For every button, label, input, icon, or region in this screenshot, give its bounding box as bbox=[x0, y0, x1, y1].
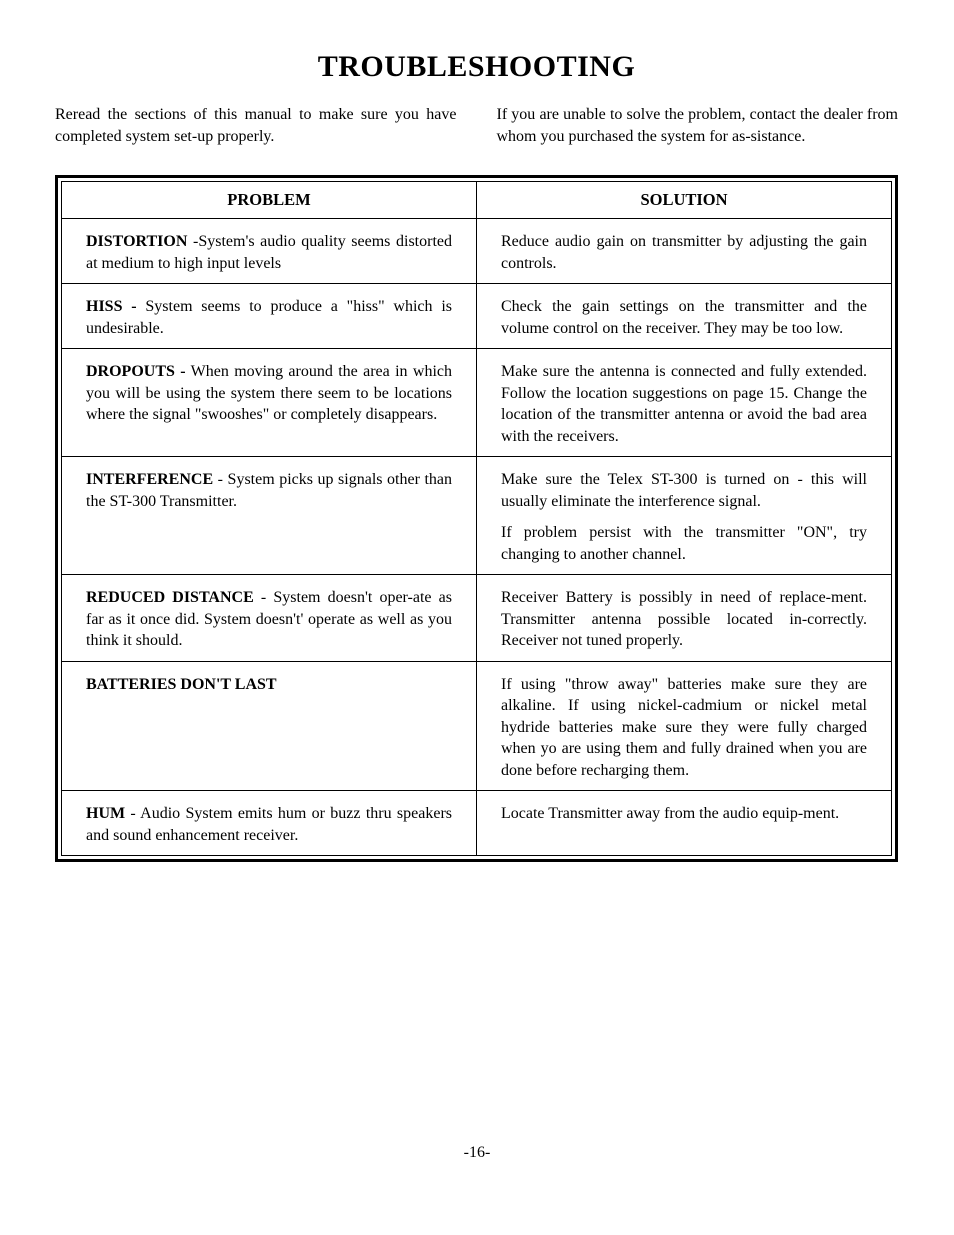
problem-term: HUM bbox=[86, 805, 126, 822]
solution-text: Make sure the Telex ST-300 is turned on - this will usually eliminate the interference signal. bbox=[501, 471, 867, 510]
column-header-problem: PROBLEM bbox=[62, 182, 477, 219]
solution-cell bbox=[477, 575, 892, 662]
problem-cell bbox=[62, 284, 477, 349]
solution-text: Locate Transmitter away from the audio equip-ment. bbox=[501, 805, 840, 822]
table-row bbox=[62, 661, 892, 791]
troubleshooting-table bbox=[61, 181, 892, 856]
table-row bbox=[62, 349, 892, 457]
problem-term: DISTORTION bbox=[86, 233, 188, 250]
problem-cell bbox=[62, 791, 477, 856]
table-row bbox=[62, 284, 892, 349]
problem-cell bbox=[62, 575, 477, 662]
solution-cell bbox=[477, 349, 892, 457]
table-row bbox=[62, 575, 892, 662]
problem-cell bbox=[62, 349, 477, 457]
problem-description: - System picks up signals other than the ST-300 Transmitter. bbox=[86, 471, 452, 510]
problem-description: -System's audio quality seems distorted at medium to high input levels bbox=[86, 233, 452, 272]
problem-term: BATTERIES DON'T LAST bbox=[86, 675, 277, 693]
table-row bbox=[62, 457, 892, 575]
intro-left-paragraph: Reread the sections of this manual to make sure you have completed system set-up properly. bbox=[55, 106, 457, 145]
problem-cell bbox=[62, 219, 477, 284]
solution-text: Check the gain settings on the transmitter and the volume control on the receiver. They may be too low. bbox=[501, 298, 867, 337]
solution-cell bbox=[477, 457, 892, 575]
problem-cell bbox=[62, 457, 477, 575]
problem-term: INTERFERENCE bbox=[86, 471, 214, 488]
solution-text: Reduce audio gain on transmitter by adjusting the gain controls. bbox=[501, 233, 867, 272]
solution-text: Receiver Battery is possibly in need of replace-ment. Transmitter antenna possible located in-correctly. Receiver not tuned properly. bbox=[501, 589, 867, 649]
problem-description: When moving around the area in which you will be using the system there seem to be locations where the signal "swooshes" or completely disappears. bbox=[86, 363, 452, 423]
solution-cell bbox=[477, 219, 892, 284]
intro-right-paragraph: If you are unable to solve the problem, contact the dealer from whom you purchased the system for as-sistance. bbox=[496, 106, 898, 145]
solution-text-2: If problem persist with the transmitter "ON", try changing to another channel. bbox=[501, 524, 867, 563]
problem-term: DROPOUTS - bbox=[86, 363, 186, 380]
intro-section bbox=[55, 104, 898, 147]
table-row bbox=[62, 791, 892, 856]
table-header-row bbox=[62, 182, 892, 219]
problem-term: HISS - bbox=[86, 298, 137, 315]
solution-text: If using "throw away" batteries make sure they are alkaline. If using nickel-cadmium or nickel metal hydride batteries make sure they were fully charged when yo are using them and fully drained when you are done before recharging them. bbox=[501, 675, 867, 779]
page-number: -16- bbox=[463, 1144, 491, 1161]
problem-description: System seems to produce a "hiss" which is undesirable. bbox=[86, 298, 452, 337]
solution-cell bbox=[477, 284, 892, 349]
solution-cell bbox=[477, 661, 892, 791]
solution-text: Make sure the antenna is connected and fully extended. Follow the location suggestions on page 15. Change the location of the transmitter antenna or avoid the bad area with the receivers. bbox=[501, 363, 867, 445]
solution-cell bbox=[477, 791, 892, 856]
page-title: TROUBLESHOOTING bbox=[317, 50, 636, 83]
problem-description: - System doesn't oper-ate as far as it once did. System doesn't' operate as well as you think it should. bbox=[86, 589, 452, 649]
problem-term: REDUCED DISTANCE bbox=[86, 589, 254, 606]
problem-cell bbox=[62, 661, 477, 791]
troubleshooting-table-frame bbox=[55, 175, 898, 862]
table-row bbox=[62, 219, 892, 284]
column-header-solution: SOLUTION bbox=[477, 182, 892, 219]
problem-description: - Audio System emits hum or buzz thru speakers and sound enhancement receiver. bbox=[86, 805, 452, 844]
